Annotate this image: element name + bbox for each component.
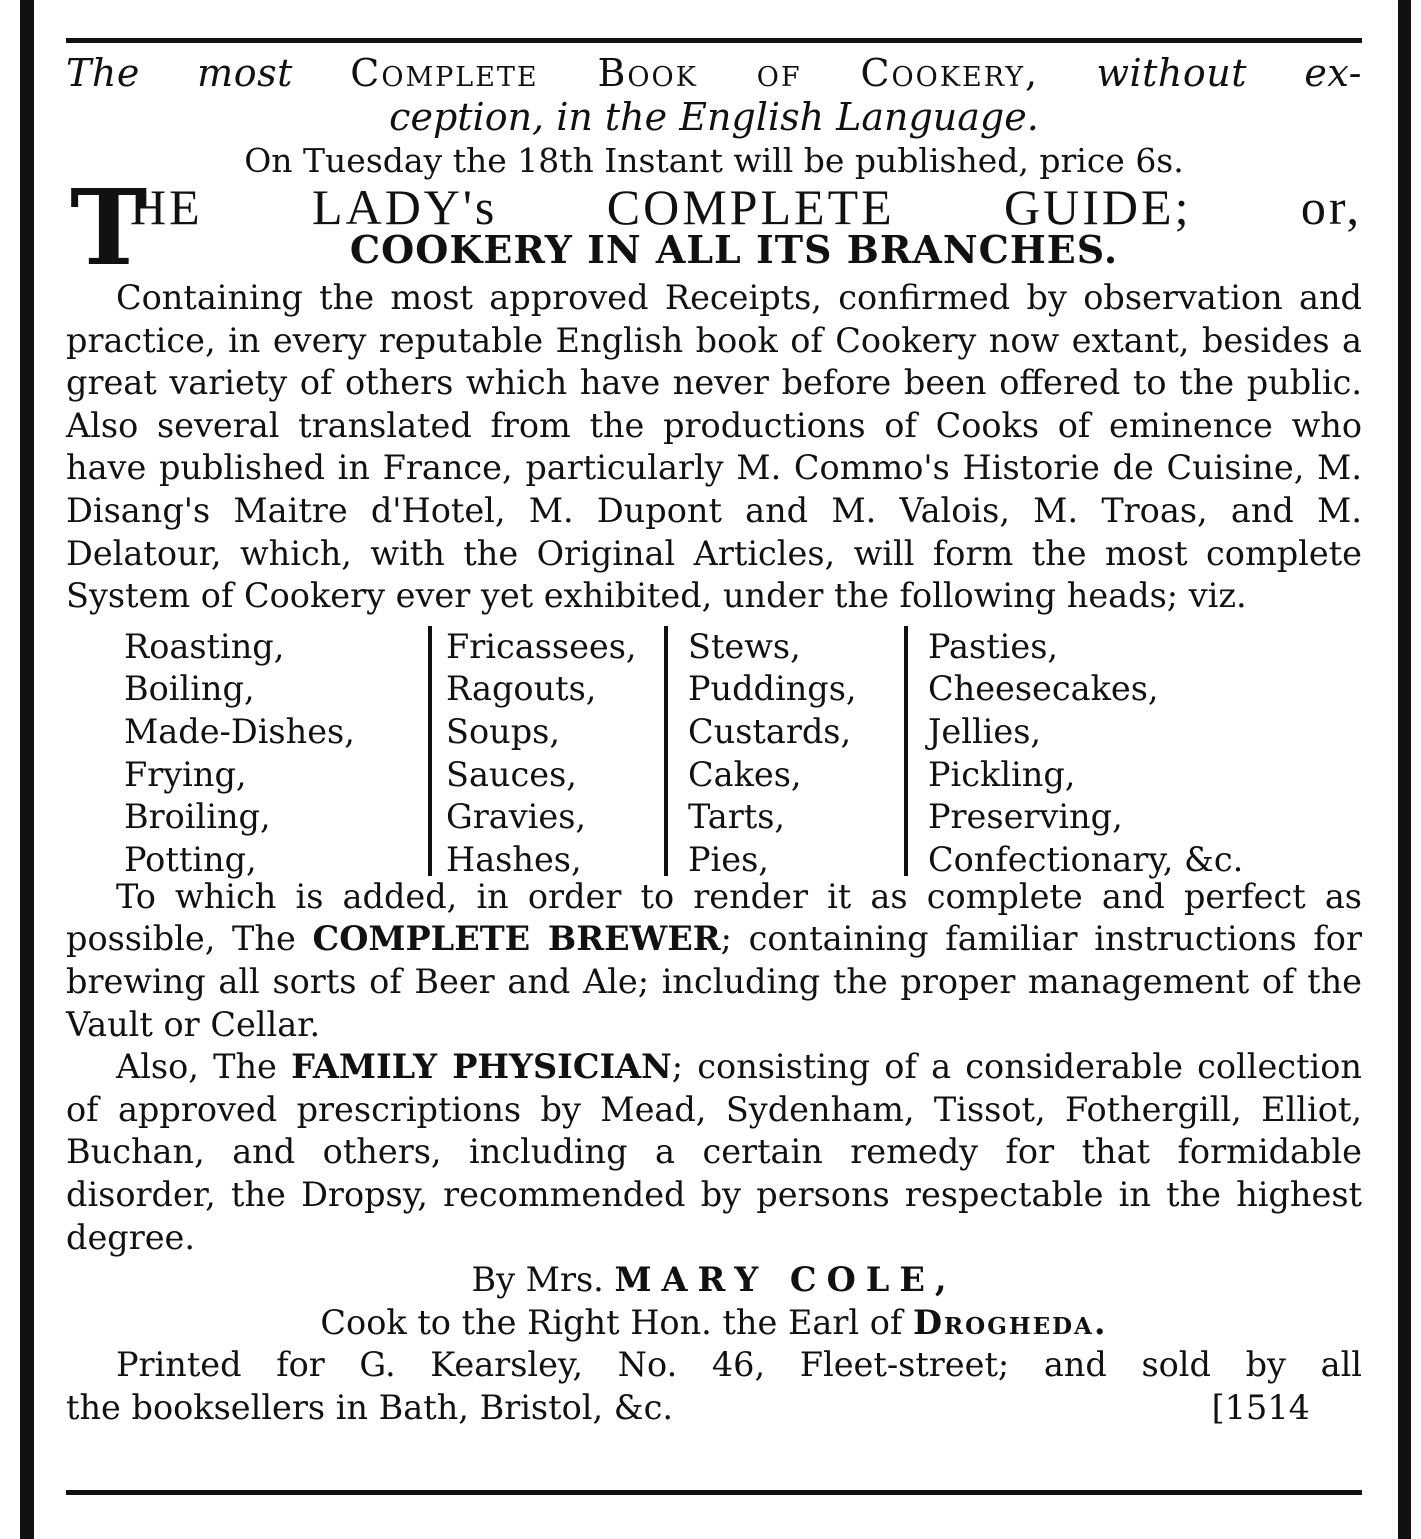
- head-item: Sauces,: [446, 754, 577, 794]
- author-role-prefix: Cook to the Right Hon. the Earl of: [320, 1302, 903, 1342]
- head-item: Frying,: [124, 754, 247, 794]
- imprint-line-1: Printed for G. Kearsley, No. 46, Fleet-street; and sold by all: [116, 1345, 1362, 1385]
- head-item: Pasties,: [928, 626, 1059, 666]
- heads-column-2: [446, 626, 637, 882]
- top-rule: [66, 38, 1362, 43]
- headline-the-most: The most: [66, 51, 293, 95]
- author-role-name: Drogheda.: [913, 1302, 1108, 1342]
- title-line-1: HE LADY's COMPLETE GUIDE; or,: [130, 179, 1362, 235]
- author-by: By Mrs.: [471, 1260, 604, 1300]
- head-item: Cakes,: [688, 754, 802, 794]
- head-item: Stews,: [688, 626, 801, 666]
- head-item: Made-Dishes,: [124, 711, 355, 751]
- head-item: Cheesecakes,: [928, 669, 1159, 709]
- author-name: MARY COLE,: [614, 1260, 957, 1300]
- author-role-line: [66, 1302, 1362, 1345]
- head-item: Confectionary, &c.: [928, 839, 1244, 879]
- column-divider: [904, 626, 908, 876]
- head-item: Fricassees,: [446, 626, 637, 666]
- headline-complete-book: Complete Book of Cookery,: [350, 51, 1040, 95]
- heads-table: [66, 626, 1362, 879]
- head-item: Pickling,: [928, 754, 1076, 794]
- brewer-paragraph: [66, 876, 1362, 1046]
- heads-column-4: [928, 626, 1243, 882]
- imprint-line-2: [66, 1387, 1362, 1430]
- column-divider: [664, 626, 668, 876]
- head-item: Jellies,: [928, 711, 1042, 751]
- book-title: [66, 166, 1362, 289]
- physician-name: FAMILY PHYSICIAN: [291, 1047, 672, 1087]
- ad-number: [1514: [1211, 1387, 1310, 1427]
- head-item: Ragouts,: [446, 669, 597, 709]
- head-item: Hashes,: [446, 839, 582, 879]
- title-line-2: COOKERY IN ALL ITS BRANCHES.: [349, 227, 1119, 272]
- description-paragraph: Containing the most approved Receipts, confirmed by observation and practice, in every reputable English book of Cookery now extant, besides a great variety of others which have never before been offered to the public. Also several translated from the productions of Cooks of eminence who have published in France, particularly M. Commo's Historie de Cuisine, M. Disang's Maitre d'Hotel, M. Dupont and M. Valois, M. Troas, and M. Delatour, which, with the Original Articles, will form the most complete System of Cookery ever yet exhibited, under the following heads; viz.: [66, 278, 1362, 616]
- head-item: Soups,: [446, 711, 560, 751]
- head-item: Pies,: [688, 839, 769, 879]
- left-column-rule: [20, 0, 34, 1539]
- head-item: Custards,: [688, 711, 852, 751]
- imprint-booksellers: the booksellers in Bath, Bristol, &c.: [66, 1387, 673, 1427]
- head-item: Preserving,: [928, 797, 1123, 837]
- head-item: Boiling,: [124, 669, 255, 709]
- brewer-text-after: ; containing familiar instructions for brewing all sorts of Beer and Ale; including the proper management of the Vault or Cellar.: [66, 919, 1362, 1044]
- headline-line-1: [66, 51, 1362, 95]
- physician-text-before: Also, The: [116, 1047, 277, 1087]
- advertisement: [66, 38, 1362, 1429]
- column-divider: [428, 626, 432, 876]
- physician-text-after: ; consisting of a considerable collection of approved prescriptions by Mead, Sydenham, Tissot, Fothergill, Elliot, Buchan, and others, including a certain remedy for that formidable disorder, the Dropsy, recommended by persons respectable in the highest degree.: [66, 1047, 1362, 1257]
- head-item: Puddings,: [688, 669, 857, 709]
- head-item: Roasting,: [124, 626, 285, 666]
- brewer-name: COMPLETE BREWER: [312, 919, 721, 959]
- author-line: [66, 1259, 1362, 1302]
- bottom-rule: [66, 1490, 1362, 1495]
- publication-notice: On Tuesday the 18th Instant will be published, price 6s.: [244, 141, 1184, 180]
- right-column-rule: [1398, 0, 1411, 1539]
- heads-column-3: [688, 626, 857, 882]
- headline-without: without ex-: [1096, 51, 1362, 95]
- heads-column-1: [124, 626, 355, 882]
- physician-paragraph: [66, 1046, 1362, 1259]
- head-item: Gravies,: [446, 797, 587, 837]
- brewer-text-before: To which is added, in order to render it as complete and perfect as possible, The: [66, 876, 1362, 959]
- headline-line-2: ception, in the English Language.: [389, 95, 1039, 139]
- drop-cap: T: [70, 166, 148, 289]
- head-item: Potting,: [124, 839, 257, 879]
- head-item: Broiling,: [124, 797, 271, 837]
- head-item: Tarts,: [688, 797, 786, 837]
